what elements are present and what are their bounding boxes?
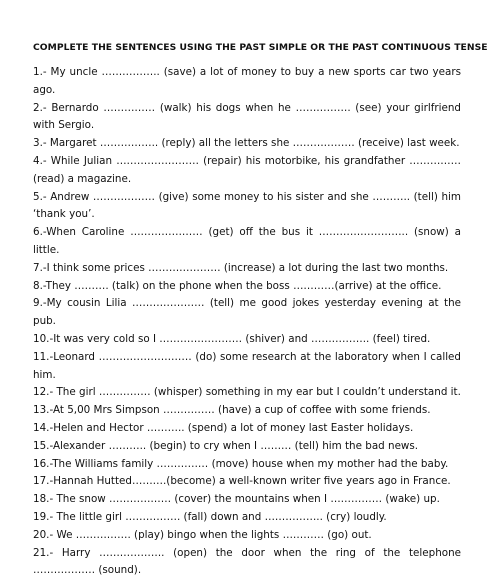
sentence-number: 9.- [33,297,47,310]
sentence-list [33,64,461,580]
sentence-3 [33,135,461,153]
sentence-number: 20.- [33,528,54,541]
sentence-number: 12.- [33,386,54,399]
sentence-15 [33,438,461,456]
sentence-text: While Julian …………………… (repair) his motorbike, his grandfather …………… (read) a magazine. [33,154,461,185]
sentence-number: 5.- [33,190,47,203]
sentence-text: Bernardo …………… (walk) his dogs when he ……………. (see) your girlfriend with Sergio. [33,101,461,132]
sentence-number: 19.- [33,510,54,523]
sentence-14 [33,420,461,438]
sentence-4 [33,153,461,189]
sentence-number: 6.- [33,226,47,239]
sentence-text: Alexander ……….. (begin) to cry when I ……… (tell) him the bad news. [52,439,419,452]
sentence-text: We ……………. (play) bingo when the lights ………… (go) out. [56,528,372,541]
sentence-text: Leonard ……………………… (do) some research at the laboratory when I called him. [33,350,461,381]
sentence-11 [33,349,461,385]
sentence-text: Margaret …………….. (reply) all the letters she ……………… (receive) last week. [49,137,460,150]
sentence-8 [33,278,461,296]
sentence-number: 4.- [33,154,47,167]
sentence-17 [33,473,461,491]
sentence-19 [33,509,461,527]
sentence-text: Harry ………………. (open) the door when the ring of the telephone ……………… (sound). [33,546,461,577]
sentence-number: 3.- [33,137,47,150]
sentence-number: 2.- [33,101,47,114]
sentence-text: When Caroline ………………… (get) off the bus it …………………….. (snow) a little. [33,226,461,256]
sentence-18 [33,491,461,509]
sentence-text: My cousin Lilia ………………… (tell) me good jokes yesterday evening at the pub. [33,297,461,328]
sentence-number: 10.- [33,332,54,345]
sentence-text: My uncle …………….. (save) a lot of money to buy a new sports car two years ago. [33,66,462,96]
sentence-number: 13.- [33,404,53,417]
sentence-text: I think some prices ………………… (increase) a lot during the last two months. [46,261,449,274]
sentence-12 [33,384,461,402]
sentence-text: Andrew ……………… (give) some money to his sister and she ……….. (tell) him ‘thank you’. [33,190,461,221]
sentence-text: Hannah Hutted……….(become) a well-known writer five years ago in France. [53,475,451,488]
sentence-text: At 5,00 Mrs Simpson …………… (have) a cup of coffee with some friends. [52,404,431,417]
sentence-7 [33,260,461,278]
sentence-text: Helen and Hector ……….. (spend) a lot of money last Easter holidays. [53,421,414,434]
sentence-number: 18.- [33,493,54,506]
sentence-text: It was very cold so I …………………… (shiver) and …………….. (feel) tired. [53,332,431,345]
sentence-20 [33,527,461,545]
sentence-number: 1.- [33,66,47,78]
sentence-21 [33,545,461,580]
sentence-text: They ………. (talk) on the phone when the boss …………(arrive) at the office. [45,279,442,292]
sentence-number: 15.- [33,439,53,452]
sentence-text: The snow ……………… (cover) the mountains when I …………… (wake) up. [56,493,440,506]
sentence-number: 14.- [33,421,54,434]
sentence-6 [33,224,461,260]
sentence-number: 21.- [33,546,54,559]
sentence-10 [33,331,461,349]
sentence-number: 16.- [33,457,53,470]
worksheet-title: COMPLETE THE SENTENCES USING THE PAST SIMPLE OR THE PAST CONTINUOUS TENSE [33,42,488,53]
sentence-number: 8.- [33,279,46,292]
sentence-number: 17.- [33,475,54,488]
sentence-13 [33,402,461,420]
sentence-9 [33,295,461,331]
sentence-number: 7.- [33,261,47,274]
sentence-text: The Williams family …………… (move) house when my mother had the baby. [52,457,449,470]
sentence-5 [33,189,461,225]
sentence-text: The little girl ……………. (fall) down and …………….. (cry) loudly. [56,510,387,523]
sentence-text: The girl …………… (whisper) something in my ear but I couldn’t understand it. [56,386,461,399]
sentence-16 [33,456,461,474]
sentence-2 [33,100,461,136]
sentence-1 [33,64,461,100]
sentence-number: 11.- [33,350,54,363]
